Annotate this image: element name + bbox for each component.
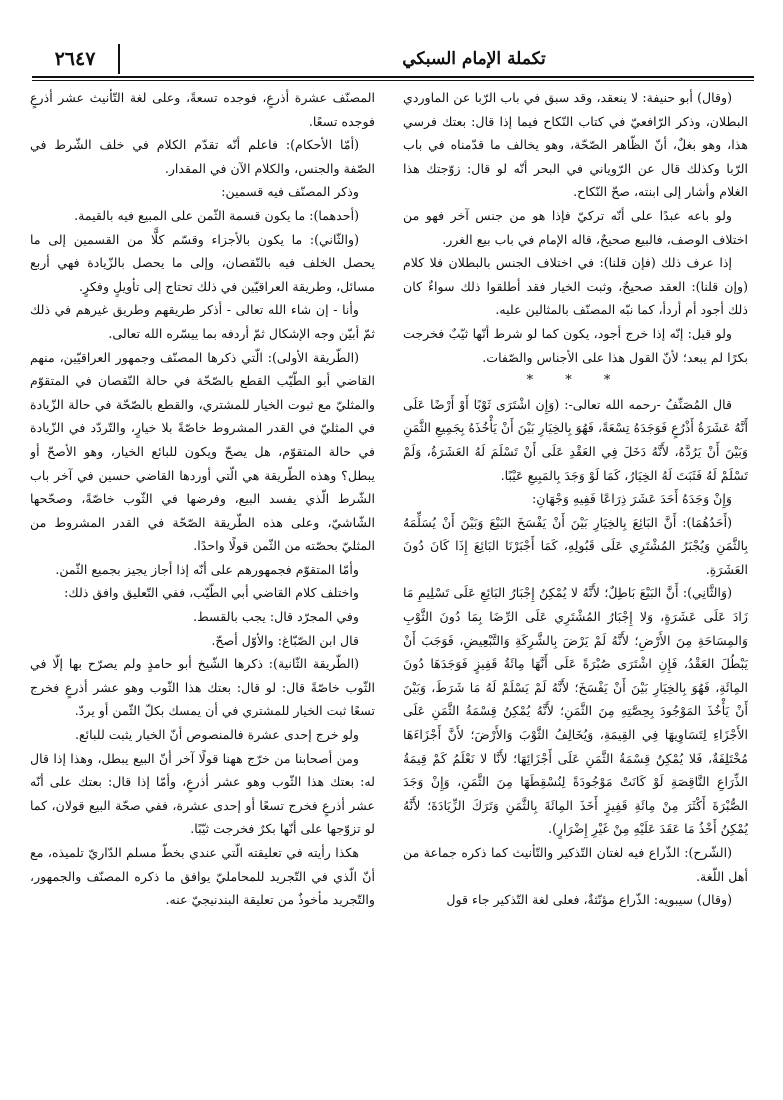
body-paragraph: ومن أصحابنا من خرّج ههنا قولًا آخر أنّ البيع يبطل، وهذا إذا قال له: بعتك هذا الثّوب وهو عشر أذرعٍ، وأمّا إذا قال: بعتك على أنّه عشر أذرعٍ فخرج تسعًا أو إحدى عشرة، ففي صحّة البيع قولان، كما لو تزوّجها على أنّها بكرٌ فخرجت ثيّبًا.: [30, 750, 375, 837]
body-paragraph: وأمّا المتقوّم فجمهورهم على أنّه إذا أجاز يجيز بجميع الثّمن.: [55, 561, 359, 577]
body-paragraph: (أحدهما): ما يكون قسمة الثّمن على المبيع فيه بالقيمة.: [74, 207, 359, 223]
body-paragraph: المصنّف عشرة أذرعٍ، فوجده تسعةً، وعلى لغة التّأنيث عشر أذرعٍ فوجده تسعًا.: [30, 90, 375, 129]
body-paragraph: ولو باعه عبدًا على أنّه تركيّ فإذا هو من جنس آخر فهو من اختلاف الوصف، فالبيع صحيحٌ، قاله الإمام في باب بيع الغرر.: [403, 207, 748, 247]
running-title: تكملة الإمام السبكي: [402, 49, 546, 69]
commentary-paragraph: (وقال) سيبويه: الذّراع مؤنّثةٌ، فعلى لغة التّذكير جاء قول: [446, 892, 732, 908]
header-rule-thin: [32, 80, 754, 81]
page-number: ٢٦٤٧: [54, 48, 96, 70]
matn-paragraph: قال المُصَنِّفُ -رحمه الله تعالى-: (وَإِن اشْتَرَى ثَوْبًا أَوْ أَرْضًا عَلَى أَنَّهُ عَشَرَةُ أَذْرُعٍ فَوَجَدَهُ تِسْعَةً، فَهُوَ بِالخِيَارِ بَيْنَ أَنْ يَأْخُذَهُ بِجَمِيعِ الثَّمَنِ وَبَيْنَ أَنْ يَرُدَّهُ، لأَنَّهُ دَخَلَ فِي العَقْدِ عَلَى أَنْ تَسْلَمَ لَهُ العَشَرَةُ، وَلَمْ تَسْلَمْ لَهُ فَثَبَتَ لَهُ الخِيَارُ، كَمَا لَوْ وَجَدَ بِالمَبِيعِ عَيْبًا.: [403, 396, 748, 483]
body-paragraph: ولو قيل: إنّه إذا خرج أجود، يكون كما لو شرط أنّها ثيّبٌ فخرجت بكرًا لم يبعد؛ لأنّ القول هذا على الأجناس والصّفات.: [403, 325, 748, 365]
matn-paragraph: (وَالثَّانِي): أَنَّ البَيْعَ بَاطِلٌ؛ لأَنَّهُ لا يُمْكِنُ إِجْبَارُ البَائِعِ عَلَى تَسْلِيمِ مَا زَادَ عَلَى عَشَرَةٍ، وَلا إِجْبَارُ المُشْتَرِي عَلَى الرِّضَا بِمَا دُونَ الثَّوْبِ وَالمِسَاحَةِ مِنَ الأَرْضِ؛ لأَنَّهُ لَمْ يَرْضَ بِالشَّرِكَةِ وَالتَّبْعِيضِ، فَوَجَبَ أَنْ يَبْطُلَ العَقْدُ، فَإِنِ اشْتَرَى صُبْرَةً عَلَى أَنَّهَا مِائَةُ قَفِيزٍ فَوَجَدَهَا دُونَ المِائَةِ، فَهُوَ بِالخِيَارِ بَيْنَ أَنْ يَفْسَخَ؛ لأَنَّهُ لَمْ يَسْلَمْ لَهُ مَا شَرَطَ، وَبَيْنَ أَنْ يَأْخُذَ المَوْجُودَ بِحِصَّتِهِ مِنَ الثَّمَنِ؛ لأَنَّهُ يُمْكِنُ قِسْمَةُ الثَّمَنِ عَلَى الأَجْزَاءِ لِتَسَاوِيهَا فِي القِيمَةِ، وَيُخَالِفُ الثَّوْبَ وَالأَرْضَ؛ لأَنَّ أَجْزَاءَهَا مُخْتَلِفَةٌ، فَلا يُمْكِنُ قِسْمَةُ الثَّمَنِ عَلَى أَجْزَائِهَا؛ لأَنَّا لا نَعْلَمُ كَمْ قِيمَةُ الذِّرَاعِ النَّاقِصَةِ لَوْ كَانَتْ مَوْجُودَةً لِنُسْقِطَهَا مِنَ الثَّمَنِ، وَإِنْ وَجَدَ الصُّبْرَةَ أَكْثَرَ مِنْ مِائَةِ قَفِيزٍ أَخَذَ المِائَةَ بِالثَّمَنِ وَتَرَكَ الزِّيَادَةَ؛ لأَنَّهُ يُمْكِنُ أَخْذُ مَا عَقَدَ عَلَيْهِ مِنْ غَيْرِ إِضْرَارٍ).: [403, 585, 748, 837]
body-paragraph: (الطّريقة الأولى): الّتي ذكرها المصنّف وجمهور العراقيّين، منهم القاضي أبو الطّيّب القطع بالصّحّة في حالة النّقصان في المتقوّم والمثليّ مع ثبوت الخيار للمشتري، والقطع بالصّحّة في حالة الزّيادة في المثليّ في القدر المشروط خاصّةً بلا خيارٍ، والتّردّد في الزّيادة في حالة المتقوّم، هل يصحّ ويكون للبائع الخيار، وهو الأصحّ أو يبطل؟ وهذه الطّريقة هي الّتي أوردها القاضي حسين في آخر باب الشّرط الّذي يفسد البيع، وفرضها في الثّوب خاصّةً، وصحّحها الشّاشيّ، وعلى هذه الطّريقة الصّحّة في القدر المشروط من المثليّ بحصّته من الثّمن قولًا واحدًا.: [30, 349, 375, 554]
left-column: [30, 86, 375, 1086]
body-paragraph: ولو خرج إحدى عشرة فالمنصوص أنّ الخيار يثبت للبائع.: [74, 727, 359, 743]
body-paragraph: إذا عرف ذلك (فإن قلنا): في اختلاف الجنس بالبطلان فلا كلام (وإن قلنا): العقد صحيحٌ، وثبت الخيار فقد أطلقوا ذلك سواءٌ كان ذلك أجود أم أردأ، كما نبّه المصنّف بالمثالين عليه.: [403, 255, 748, 318]
section-separator: * * *: [526, 373, 625, 389]
body-paragraph: وفي المجرّد قال: يجب بالقسط.: [193, 609, 359, 625]
body-paragraph: (والثّاني): ما يكون بالأجزاء وقسّم كلًّا من القسمين إلى ما يحصل الخلف فيه بالنّقصان، وإلى ما يحصل بالزّيادة فهي أربع مسائل، وطريقة العراقيّين في ذلك تحتاج إلى تأويلٍ وفكرٍ.: [30, 231, 375, 294]
body-paragraph: هكذا رأيته في تعليقته الّتي عندي بخطّ مسلم الدّاريّ تلميذه، مع أنّ الّذي في التّجريد للمحامليّ يوافق ما ذكره المصنّف والجمهور، والتّجريد مأخوذٌ من تعليقة البندنيجيّ عنه.: [30, 845, 375, 908]
body-paragraph: وأنا - إن شاء الله تعالى - أذكر طريقهم وطريق غيرهم في ذلك ثمّ أبيّن وجه الإشكال ثمّ أردفه بما ييسّره الله تعالى.: [30, 302, 375, 341]
body-paragraph: واختلف كلام القاضي أبي الطّيّب، ففي التّعليق وافق ذلك:: [64, 585, 359, 601]
body-paragraph: قال ابن الصّبّاغ: والأوّل أصحّ.: [211, 632, 359, 648]
body-paragraph: (الطّريقة الثّانية): ذكرها الشّيخ أبو حامدٍ ولم يصرّح بها إلّا في الثّوب خاصّةً قال: لو قال: بعتك هذا الثّوب وهو عشر أذرعٍ فخرج تسعًا ثبت الخيار للمشتري في أن يمسك بكلّ الثّمن أو يردّ.: [30, 656, 375, 719]
right-column: [403, 86, 748, 1086]
matn-paragraph: (أَحَدُهُمَا): أَنَّ البَائِعَ بِالخِيَارِ بَيْنَ أَنْ يَفْسَخَ البَيْعَ وَبَيْنَ أَنْ يُسَلِّمَهُ بِالثَّمَنِ وَيُجْبَرُ المُشْتَرِي عَلَى قَبُولِهِ، كَمَا أَجْبَرْنَا البَائِعَ إِذَا كَانَ دُونَ العَشَرَةِ.: [403, 514, 748, 577]
header-rule: [32, 76, 754, 78]
page-header: [32, 44, 754, 74]
body-paragraph: (أمّا الأحكام): فاعلم أنّه تقدّم الكلام في خلف الشّرط في الصّفة والجنس، والكلام الآن في المقدار.: [30, 137, 375, 176]
matn-paragraph: وَإِنْ وَجَدَهُ أَحَدَ عَشَرَ ذِرَاعًا فَفِيهِ وَجْهَانِ:: [532, 491, 732, 507]
header-divider: [118, 44, 120, 74]
commentary-paragraph: (الشّرح): الذّراع فيه لغتان التّذكير والتّأنيث كما ذكره جماعة من أهل اللّغة.: [403, 845, 748, 884]
body-paragraph: (وقال) أبو حنيفة: لا ينعقد، وقد سبق في باب الرّبا عن الماوردي البطلان، وذكر الرّافعيّ في كتاب النّكاح فيما إذا قال: بعتك فرسي هذا، وهو بغلٌ، أنّ الظّاهر الصّحّة، وهو يخالف ما قدّمناه في باب الرّبا وكذلك قال عن الرّوياني في البحر أنّه لو قال: زوّجتك هذا الغلام وأشار إلى ابنته، صحّ النّكاح.: [403, 90, 748, 200]
body-paragraph: وذكر المصنّف فيه قسمين:: [221, 184, 359, 200]
